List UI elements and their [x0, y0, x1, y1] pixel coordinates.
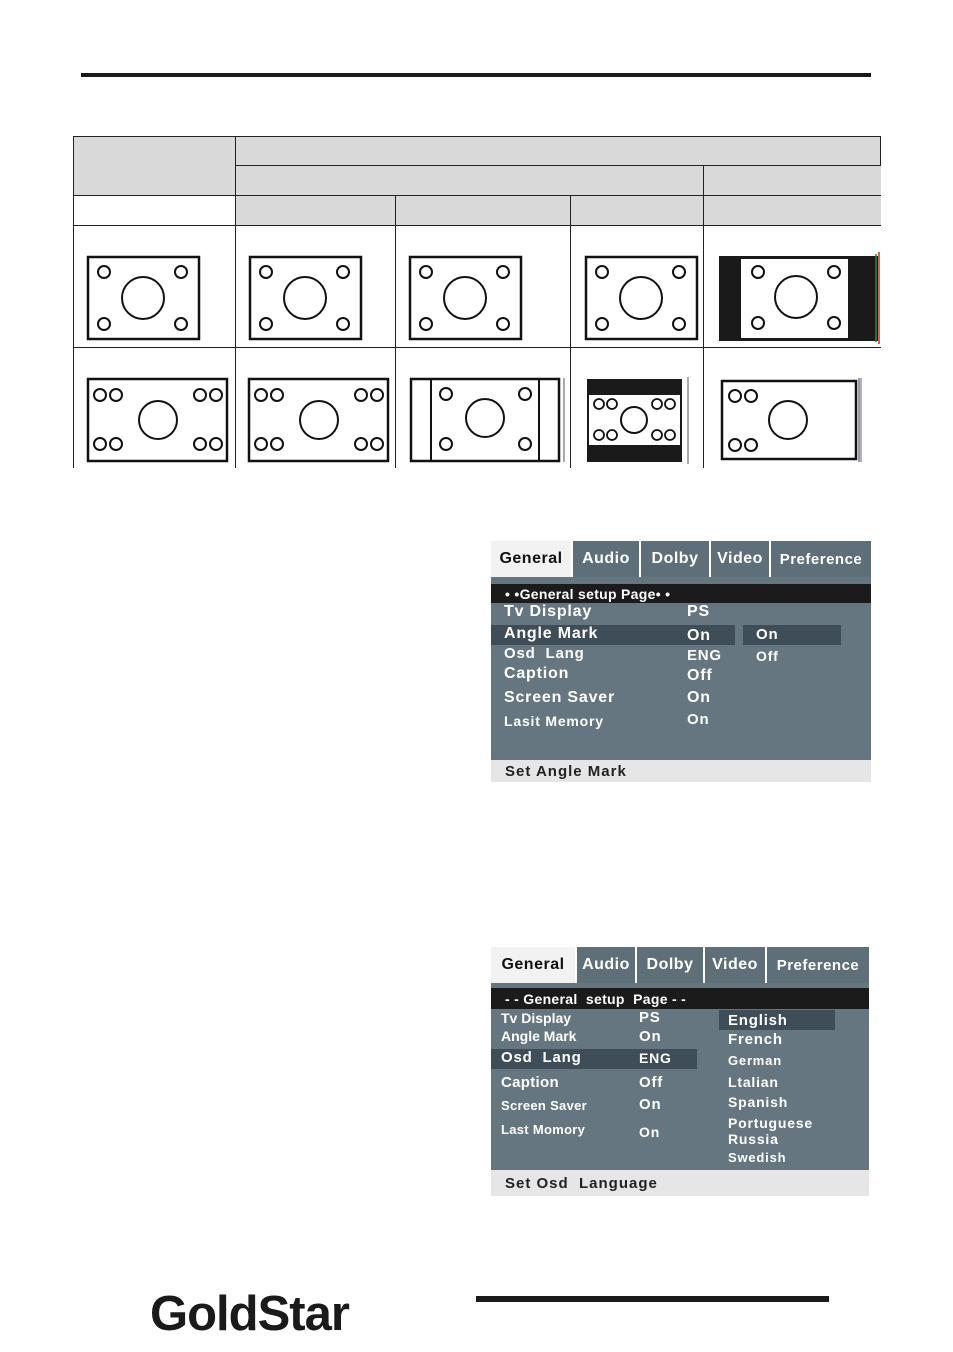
tab-preference[interactable]: Preference: [779, 550, 863, 568]
menu-value-screen-saver: On: [687, 689, 711, 706]
osd-menu-angle-mark: [491, 541, 871, 782]
goldstar-logo: GoldStar: [150, 1287, 349, 1341]
tab-audio[interactable]: Audio: [573, 541, 641, 577]
tab-audio[interactable]: Audio: [577, 947, 637, 983]
menu-item-angle-mark[interactable]: Angle Mark: [501, 1028, 577, 1044]
menu-value-angle-mark: On: [687, 627, 711, 644]
menu-item-screen-saver[interactable]: Screen Saver: [501, 1098, 587, 1113]
page-title-bar: • •General setup Page• •: [491, 584, 871, 603]
menu-item-angle-mark[interactable]: Angle Mark: [504, 625, 599, 642]
tab-general[interactable]: General: [491, 541, 573, 577]
table-cell-r1-c5: [704, 226, 881, 348]
bottom-rule: [476, 1296, 829, 1302]
language-option-english[interactable]: English: [728, 1012, 788, 1029]
language-option-swedish[interactable]: Swedish: [728, 1150, 787, 1165]
menu-item-osd-lang[interactable]: Osd Lang: [504, 645, 585, 662]
table-cell-r1-c3: [396, 226, 571, 348]
table-subheader-col-1: [74, 196, 236, 226]
menu-tab-bar: [491, 541, 871, 577]
screen-wide-crop-icon: [704, 348, 881, 468]
table-header-group-left: [236, 166, 704, 196]
screen-letterbox-icon: [571, 348, 704, 468]
screen-16x9-icon: [74, 348, 236, 468]
menu-value-osd-lang: ENG: [639, 1050, 672, 1066]
table-subheader-col-4: [571, 196, 704, 226]
table-cell-r1-c2: [236, 226, 396, 348]
menu-item-caption[interactable]: Caption: [504, 665, 570, 682]
page-title-bar: - - General setup Page - -: [491, 988, 869, 1009]
table-cell-r1-c4: [571, 226, 704, 348]
option-off[interactable]: Off: [756, 648, 779, 664]
menu-value-caption: Off: [687, 667, 713, 684]
help-footer: Set Osd Language: [491, 1170, 869, 1196]
option-on[interactable]: On: [756, 626, 779, 643]
menu-value-tv-display: PS: [687, 603, 710, 620]
language-option-italian[interactable]: Ltalian: [728, 1074, 779, 1090]
menu-value-angle-mark: On: [639, 1028, 662, 1045]
table-subheader-col-2: [236, 196, 396, 226]
menu-value-last-memory: On: [639, 1124, 661, 1140]
table-cell-r2-c2: [236, 348, 396, 468]
table-cell-r2-c5: [704, 348, 881, 468]
menu-value-tv-display: PS: [639, 1009, 661, 1026]
menu-item-tv-display[interactable]: Tv Display: [504, 603, 593, 620]
tab-video[interactable]: Video: [705, 947, 767, 983]
table-cell-r2-c4: [571, 348, 704, 468]
menu-value-screen-saver: On: [639, 1096, 662, 1113]
screen-pillarbox-icon: [704, 226, 881, 348]
menu-value-last-memory: On: [687, 711, 710, 728]
table-header-top: [236, 137, 881, 166]
aspect-ratio-table: [73, 136, 881, 468]
table-subheader-col-5: [704, 196, 881, 226]
menu-value-osd-lang: ENG: [687, 647, 722, 664]
language-option-spanish[interactable]: Spanish: [728, 1094, 789, 1110]
screen-4x3-icon: [236, 226, 396, 348]
osd-menu-osd-language: [491, 947, 869, 1196]
menu-item-tv-display[interactable]: Tv Display: [501, 1010, 572, 1026]
language-option-russia[interactable]: Russia: [728, 1131, 779, 1147]
table-header-group-right: [704, 166, 881, 196]
tab-dolby[interactable]: Dolby: [637, 947, 705, 983]
tab-video[interactable]: Video: [711, 541, 771, 577]
screen-4x3-icon: [74, 226, 236, 348]
menu-tab-bar: [491, 947, 869, 983]
screen-4x3-icon: [396, 226, 571, 348]
language-option-german[interactable]: German: [728, 1053, 782, 1068]
tab-dolby[interactable]: Dolby: [641, 541, 711, 577]
menu-item-last-memory[interactable]: Last Momory: [501, 1122, 586, 1137]
screen-4x3-icon: [571, 226, 704, 348]
menu-item-caption[interactable]: Caption: [501, 1074, 559, 1091]
table-subheader-col-3: [396, 196, 571, 226]
menu-value-caption: Off: [639, 1074, 664, 1091]
table-cell-r2-c1: [74, 348, 236, 468]
top-rule: [81, 73, 871, 77]
language-option-french[interactable]: French: [728, 1031, 783, 1048]
menu-item-screen-saver[interactable]: Screen Saver: [504, 689, 616, 706]
screen-16x9-icon: [236, 348, 396, 468]
table-cell-r2-c3: [396, 348, 571, 468]
tab-preference[interactable]: Preference: [776, 956, 860, 974]
screen-panscan-icon: [396, 348, 571, 468]
table-header-corner: [74, 137, 236, 196]
table-cell-r1-c1: [74, 226, 236, 348]
tab-general[interactable]: General: [491, 947, 577, 983]
help-footer: Set Angle Mark: [491, 760, 871, 782]
menu-item-osd-lang[interactable]: Osd Lang: [501, 1049, 582, 1066]
menu-item-last-memory[interactable]: Lasit Memory: [504, 713, 604, 729]
language-option-portuguese[interactable]: Portuguese: [728, 1115, 814, 1131]
